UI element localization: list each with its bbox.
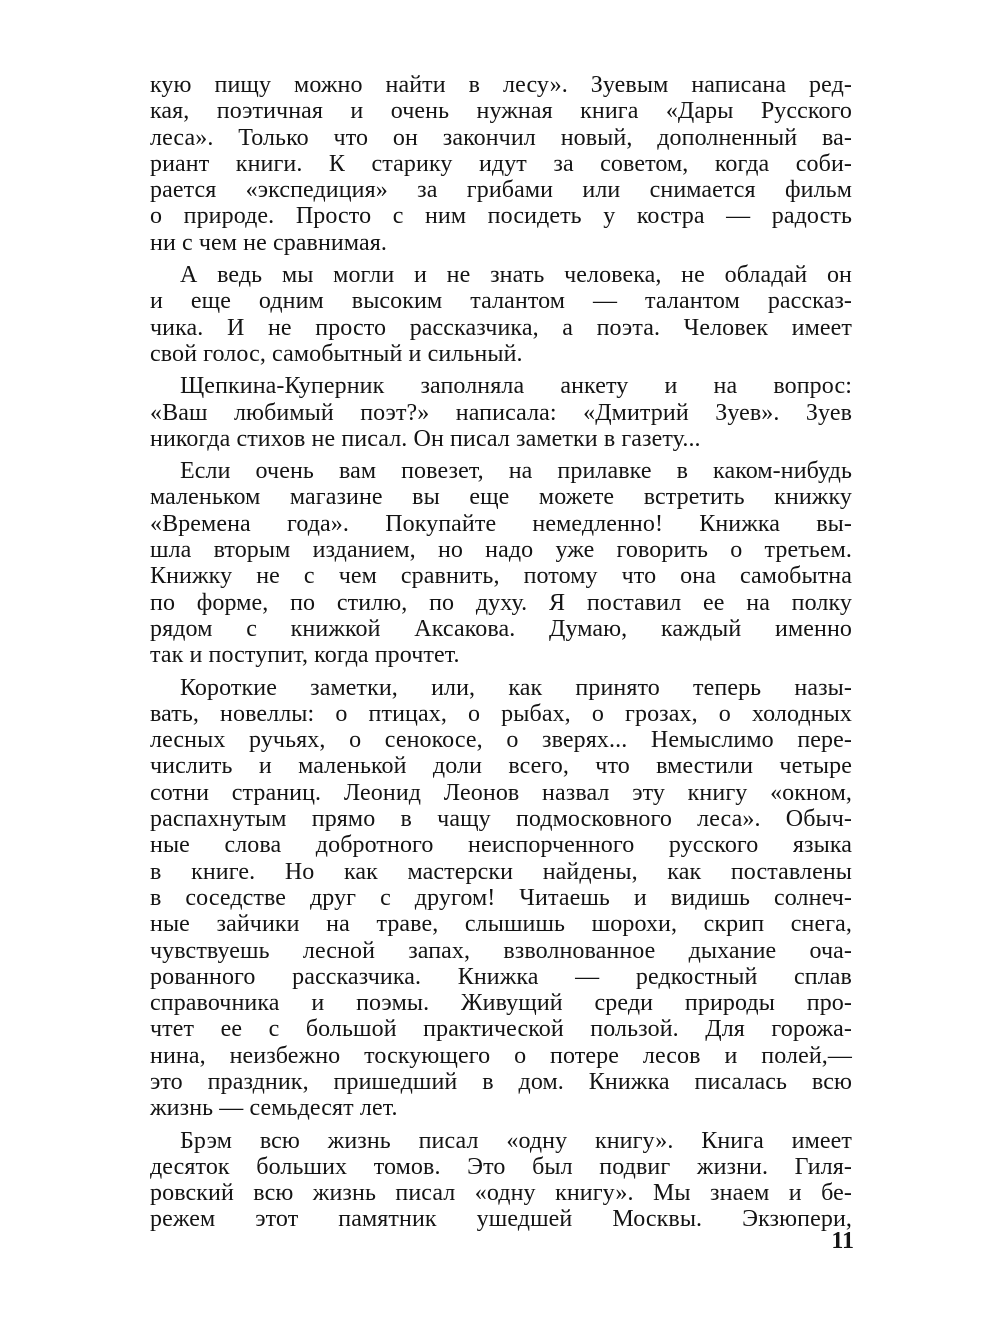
text-line: рядом с книжкой Аксакова. Думаю, каждый именно xyxy=(150,615,852,642)
text-line: Если очень вам повезет, на прилавке в каком-нибудь xyxy=(180,458,852,485)
text-line: жизнь — семьдесят лет. xyxy=(150,1095,398,1122)
text-line: леса». Только что он закончил новый, дополненный ва- xyxy=(150,124,852,151)
paragraph xyxy=(150,373,852,452)
text-line: вать, новеллы: о птицах, о рыбах, о грозах, о холодных xyxy=(150,700,852,727)
text-line: свой голос, самобытный и сильный. xyxy=(150,340,523,367)
paragraph xyxy=(150,262,852,367)
text-line: никогда стихов не писал. Он писал заметки в газету... xyxy=(150,425,701,452)
text-line: ни с чем не сравнимая. xyxy=(150,229,387,256)
text-line: в книге. Но как мастерски найдены, как поставлены xyxy=(150,858,852,885)
text-line: кая, поэтичная и очень нужная книга «Дары Русского xyxy=(150,98,852,125)
text-line: режем этот памятник ушедшей Москвы. Экзюпери, xyxy=(150,1206,852,1233)
text-line: ные слова добротного неиспорченного русского языка xyxy=(150,832,852,859)
text-line: и еще одним высоким талантом — талантом рассказ- xyxy=(150,288,852,315)
text-line: распахнутым прямо в чащу подмосковного леса». Обыч- xyxy=(150,806,852,833)
paragraph xyxy=(150,72,852,256)
text-line: числить и маленькой доли всего, что вместили четыре xyxy=(150,753,852,780)
text-line: нина, неизбежно тоскующего о потере лесов и полей,— xyxy=(150,1042,852,1069)
text-line: рованного рассказчика. Книжка — редкостный сплав xyxy=(150,963,852,990)
text-line: так и поступит, когда прочтет. xyxy=(150,642,460,669)
text-line: кую пищу можно найти в лесу». Зуевым написана ред- xyxy=(150,72,852,98)
text-line: чтет ее с большой практической пользой. Для горожа- xyxy=(150,1016,852,1043)
text-line: справочника и поэмы. Живущий среди природы про- xyxy=(150,990,852,1017)
text-line: «Времена года». Покупайте немедленно! Книжка вы- xyxy=(150,510,852,537)
text-line: шла вторым изданием, но надо уже говорить о третьем. xyxy=(150,537,852,564)
text-line: Короткие заметки, или, как принято теперь назы- xyxy=(180,674,852,701)
text-line: «Ваш любимый поэт?» написала: «Дмитрий Зуев». Зуев xyxy=(150,399,852,426)
text-line: по форме, по стилю, по духу. Я поставил ее на полку xyxy=(150,589,852,616)
text-line: это праздник, пришедший в дом. Книжка писалась всю xyxy=(150,1068,852,1095)
text-line: о природе. Просто с ним посидеть у костра — радость xyxy=(150,203,852,230)
text-line: в соседстве друг с другом! Читаешь и видишь солнеч- xyxy=(150,884,852,911)
book-page-text xyxy=(150,72,852,1252)
text-line: чувствуешь лесной запах, взволнованное дыхание оча- xyxy=(150,937,852,964)
paragraph xyxy=(150,1128,852,1233)
text-line: Брэм всю жизнь писал «одну книгу». Книга имеет xyxy=(180,1127,852,1154)
text-line: ные зайчики на траве, слышишь шорохи, скрип снега, xyxy=(150,911,852,938)
paragraph xyxy=(150,458,852,668)
page-number: 11 xyxy=(831,1228,854,1254)
paragraph xyxy=(150,675,852,1122)
text-line: рается «экспедиция» за грибами или снимается фильм xyxy=(150,177,852,204)
text-line: риант книги. К старику идут за советом, когда соби- xyxy=(150,150,852,177)
text-line: сотни страниц. Леонид Леонов назвал эту книгу «окном, xyxy=(150,779,852,806)
text-line: Щепкина-Куперник заполняла анкету и на вопрос: xyxy=(180,373,852,400)
text-line: маленьком магазине вы еще можете встретить книжку xyxy=(150,484,852,511)
text-line: лесных ручьях, о сенокосе, о зверях... Немыслимо пере- xyxy=(150,727,852,754)
text-line: десяток больших томов. Это был подвиг жизни. Гиля- xyxy=(150,1153,852,1180)
text-line: А ведь мы могли и не знать человека, не обладай он xyxy=(180,262,852,289)
text-line: чика. И не просто рассказчика, а поэта. Человек имеет xyxy=(150,314,852,341)
text-line: Книжку не с чем сравнить, потому что она самобытна xyxy=(150,563,852,590)
text-line: ровский всю жизнь писал «одну книгу». Мы знаем и бе- xyxy=(150,1180,852,1207)
